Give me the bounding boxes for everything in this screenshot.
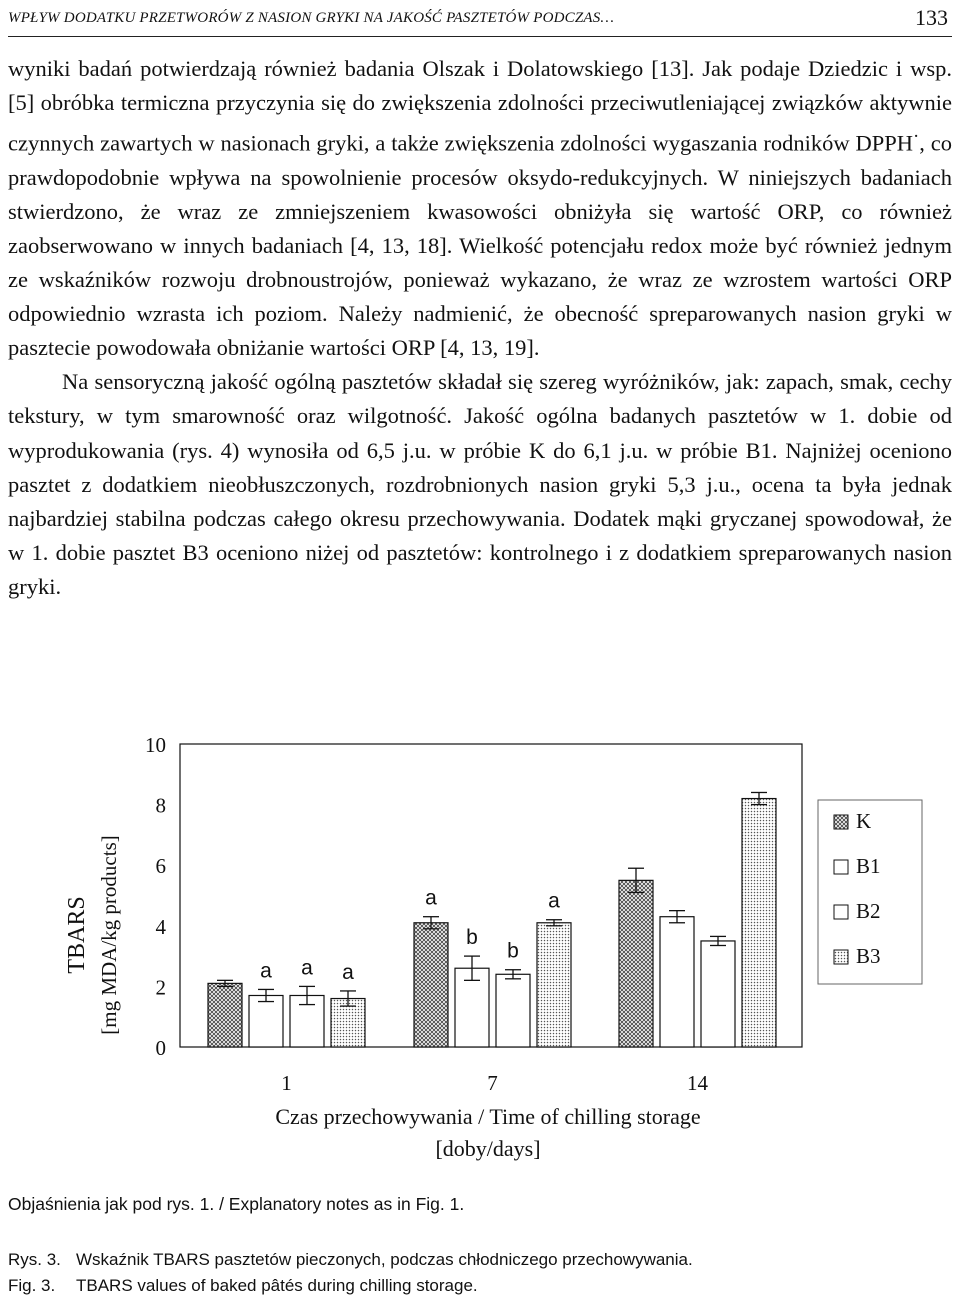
y-tick-label: 6 (155, 854, 166, 879)
legend-entry: K (856, 809, 872, 833)
paragraph-1-part-b: , co prawdopodobnie wpływa na spowolnienie procesów oksydo-redukcyjnych. W niniejszych badaniach stwierdzono, że wraz ze zmniejszeniem kwasowości obniżyła się wartość ORP, co również zaobserwowano w innych badaniach [4, 13, 18]. Wielkość potencjału redox może być również jednym ze wskaźników rozwoju drobnoustrojów, ponieważ wykazano, że wraz ze wzrostem wartości ORP odpowiednio wzrasta ich poziom. Należy nadmienić, że obecność spreparowanych nasion gryki w pasztecie powodowała obniżanie wartości ORP [4, 13, 19]. (8, 130, 952, 361)
x-axis-label-line1: Czas przechowywania / Time of chilling storage (275, 1104, 701, 1129)
x-tick-label: 14 (687, 1071, 708, 1095)
page-header (8, 4, 952, 37)
y-axis-label-line1: TBARS (64, 896, 90, 974)
body-text (8, 52, 952, 604)
y-axis-label-line2: [mg MDA/kg products] (97, 835, 121, 1035)
bar (414, 923, 448, 1047)
radical-dot: · (913, 126, 920, 148)
paragraph-2: Na sensoryczną jakość ogólną pasztetów składał się szereg wyróżników, jak: zapach, smak, cechy tekstury, w tym smarowność oraz wilgotność. Jakość ogólna badanych pasztetów w 1. dobie od wyprodukowania (rys. 4) wynosiła od 6,5 j.u. w próbie K do 6,1 j.u. w próbie B1. Najniżej oceniono pasztet z dodatkiem nieobłuszczonych, rozdrobnionych nasion gryki 5,3 j.u., ocena ta była jednak najbardziej stabilna podczas całego okresu przechowywania. Dodatek mąki gryczanej spowodował, że w 1. dobie pasztet B3 oceniono niżej od pasztetów: kontrolnego i z dodatkiem spreparowanych nasion gryki. (8, 369, 952, 599)
x-axis-label-line2: [doby/days] (435, 1136, 541, 1161)
bar (537, 923, 571, 1047)
y-tick-label: 8 (155, 793, 166, 818)
tbars-bar-chart (0, 720, 960, 1180)
legend-swatch (834, 815, 848, 829)
significance-letter: a (548, 889, 560, 913)
page-number: 133 (915, 5, 948, 30)
paragraph-1-part-a: wyniki badań potwierdzają również badania Olszak i Dolatowskiego [13]. Jak podaje Dziedzic i wsp. [5] obróbka termiczna przyczynia się do zwiększenia zdolności przeciwutleniającej związków aktywnie czynnych zawartych w nasionach gryki, a także zwiększenia zdolności wygaszania rodników DPPH (8, 56, 952, 156)
bar (496, 974, 530, 1047)
bar (660, 917, 694, 1047)
paragraph-1 (8, 52, 952, 365)
legend-swatch (834, 905, 848, 919)
caption-en-text: TBARS values of baked pâtés during chilling storage. (76, 1276, 478, 1295)
significance-letter: b (466, 926, 478, 950)
caption-pl-label: Rys. 3. (8, 1250, 61, 1269)
caption-en (8, 1276, 478, 1296)
significance-letter: b (507, 939, 519, 963)
legend-entry: B2 (856, 899, 881, 923)
y-tick-label: 0 (155, 1036, 166, 1060)
y-tick-label: 2 (155, 975, 166, 1000)
significance-letter: a (301, 956, 313, 980)
plot-area (145, 733, 922, 1095)
bar (742, 799, 776, 1047)
caption-pl-text: Wskaźnik TBARS pasztetów pieczonych, podczas chłodniczego przechowywania. (76, 1250, 693, 1269)
caption-en-label: Fig. 3. (8, 1276, 56, 1295)
legend-swatch (834, 950, 848, 964)
significance-letter: a (342, 960, 354, 984)
bar (619, 880, 653, 1047)
legend-entry: B1 (856, 854, 881, 878)
y-tick-label: 4 (155, 914, 166, 939)
explanatory-notes: Objaśnienia jak pod rys. 1. / Explanatory notes as in Fig. 1. (8, 1194, 465, 1214)
caption-pl (8, 1250, 693, 1270)
running-title: WPŁYW DODATKU PRZETWORÓW Z NASION GRYKI NA JAKOŚĆ PASZTETÓW PODCZAS… (8, 10, 615, 26)
x-tick-label: 7 (487, 1071, 498, 1095)
legend-swatch (834, 860, 848, 874)
bar (208, 983, 242, 1047)
bar (701, 941, 735, 1047)
bar (249, 995, 283, 1047)
x-tick-label: 1 (281, 1071, 292, 1095)
legend-entry: B3 (856, 944, 881, 968)
significance-letter: a (425, 886, 437, 910)
significance-letter: a (260, 959, 272, 983)
y-tick-label: 10 (145, 733, 166, 757)
